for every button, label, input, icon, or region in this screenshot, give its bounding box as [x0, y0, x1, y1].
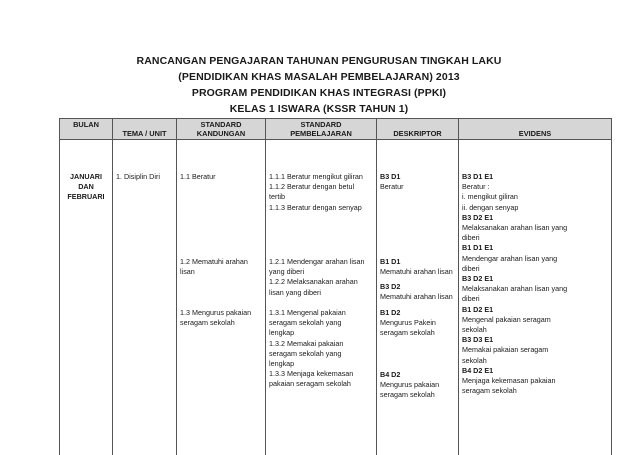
sk-item: [180, 172, 263, 182]
evidens-line: ii. dengan senyap: [462, 203, 609, 213]
evidens-line: B1 D1 E1: [462, 243, 609, 253]
sp-3-line-1: 1.3.1 Mengenal pakaian: [269, 308, 374, 318]
deskriptor-item: [380, 282, 456, 302]
bulan-line-3: FEBRUARI: [60, 192, 112, 202]
deskriptor-5-line-1: Mengurus pakaian: [380, 380, 456, 390]
evidens-line: Mengenal pakaian seragam: [462, 315, 609, 325]
evidens-line: Melaksanakan arahan lisan yang: [462, 284, 609, 294]
sp-2-line-4: lisan yang diberi: [269, 288, 374, 298]
sp-3-line-5: seragam sekolah yang: [269, 349, 374, 359]
evidens-line: i. mengikut giliran: [462, 192, 609, 202]
header-tema-unit: TEMA / UNIT: [113, 119, 177, 140]
evidens-line: B1 D2 E1: [462, 305, 609, 315]
evidens-line: seragam sekolah: [462, 386, 609, 396]
deskriptor-2-code: B1 D1: [380, 257, 456, 267]
deskriptor-item: [380, 370, 456, 401]
cell-bulan: [60, 140, 113, 455]
header-sk-line-2: KANDUNGAN: [179, 129, 263, 138]
deskriptor-3-code: B3 D2: [380, 282, 456, 292]
header-standard-pembelajaran: [266, 119, 377, 140]
deskriptor-3-text: Mematuhi arahan lisan: [380, 292, 456, 302]
deskriptor-4-line-2: seragam sekolah: [380, 328, 456, 338]
header-deskriptor: DESKRIPTOR: [377, 119, 459, 140]
header-sp-line-1: STANDARD: [268, 120, 374, 129]
header-sk-line-1: STANDARD: [179, 120, 263, 129]
sk-3-line-2: seragam sekolah: [180, 318, 263, 328]
evidens-line: B3 D2 E1: [462, 213, 609, 223]
cell-evidens: [459, 140, 612, 455]
sp-3-line-6: lengkap: [269, 359, 374, 369]
title-line-3: PROGRAM PENDIDIKAN KHAS INTEGRASI (PPKI): [0, 87, 638, 99]
cell-standard-kandungan: [177, 140, 266, 455]
sp-1-line-1: 1.1.1 Beratur mengikut giliran: [269, 172, 374, 182]
deskriptor-2-text: Mematuhi arahan lisan: [380, 267, 456, 277]
sp-2-line-3: 1.2.2 Melaksanakan arahan: [269, 277, 374, 287]
evidens-line: sekolah: [462, 356, 609, 366]
title-line-1: RANCANGAN PENGAJARAN TAHUNAN PENGURUSAN TINGKAH LAKU: [0, 55, 638, 67]
bulan-line-1: JANUARI: [60, 172, 112, 182]
evidens-line: Menjaga kekemasan pakaian: [462, 376, 609, 386]
deskriptor-4-code: B1 D2: [380, 308, 456, 318]
tema-text: 1. Disiplin Diri: [116, 172, 174, 182]
sk-3-line-1: 1.3 Mengurus pakaian: [180, 308, 263, 318]
deskriptor-4-line-1: Mengurus Pakein: [380, 318, 456, 328]
sk-2-line-1: 1.2 Mematuhi arahan: [180, 257, 263, 267]
table-header-row: [60, 119, 612, 140]
cell-tema: [113, 140, 177, 455]
evidens-line: Beratur :: [462, 182, 609, 192]
sp-1-line-4: 1.1.3 Beratur dengan senyap: [269, 203, 374, 213]
sk-item: [180, 257, 263, 277]
deskriptor-1-code: B3 D1: [380, 172, 456, 182]
sp-group: [269, 172, 374, 213]
sp-group: [269, 308, 374, 390]
evidens-line: B4 D2 E1: [462, 366, 609, 376]
deskriptor-1-text: Beratur: [380, 182, 456, 192]
deskriptor-item: [380, 257, 456, 277]
deskriptor-item: [380, 172, 456, 192]
deskriptor-item: [380, 308, 456, 339]
sp-group: [269, 257, 374, 298]
sp-2-line-1: 1.2.1 Mendengar arahan lisan: [269, 257, 374, 267]
title-line-4: KELAS 1 ISWARA (KSSR TAHUN 1): [0, 103, 638, 115]
header-standard-kandungan: [177, 119, 266, 140]
sp-3-line-7: 1.3.3 Menjaga kekemasan: [269, 369, 374, 379]
evidens-line: sekolah: [462, 325, 609, 335]
evidens-line: diberi: [462, 264, 609, 274]
sp-3-line-8: pakaian seragam sekolah: [269, 379, 374, 389]
header-bulan: BULAN: [60, 119, 113, 140]
evidens-list: [462, 172, 609, 396]
evidens-line: B3 D3 E1: [462, 335, 609, 345]
table-row: [60, 140, 612, 455]
evidens-line: Memakai pakaian seragam: [462, 345, 609, 355]
sp-3-line-4: 1.3.2 Memakai pakaian: [269, 339, 374, 349]
sp-3-line-3: lengkap: [269, 328, 374, 338]
evidens-line: diberi: [462, 294, 609, 304]
evidens-line: B3 D2 E1: [462, 274, 609, 284]
evidens-line: Melaksanakan arahan lisan yang: [462, 223, 609, 233]
header-evidens: EVIDENS: [459, 119, 612, 140]
sp-1-line-3: tertib: [269, 192, 374, 202]
evidens-line: diberi: [462, 233, 609, 243]
sk-1-line-1: 1.1 Beratur: [180, 172, 263, 182]
sk-2-line-2: lisan: [180, 267, 263, 277]
sp-3-line-2: seragam sekolah yang: [269, 318, 374, 328]
title-line-2: (PENDIDIKAN KHAS MASALAH PEMBELAJARAN) 2013: [0, 71, 638, 83]
lesson-plan-table: [59, 118, 612, 455]
sp-1-line-2: 1.1.2 Beratur dengan betul: [269, 182, 374, 192]
bulan-line-2: DAN: [60, 182, 112, 192]
cell-deskriptor: [377, 140, 459, 455]
header-sp-line-2: PEMBELAJARAN: [268, 129, 374, 138]
sk-item: [180, 308, 263, 328]
deskriptor-5-line-2: seragam sekolah: [380, 390, 456, 400]
evidens-line: B3 D1 E1: [462, 172, 609, 182]
cell-standard-pembelajaran: [266, 140, 377, 455]
deskriptor-5-code: B4 D2: [380, 370, 456, 380]
sp-2-line-2: yang diberi: [269, 267, 374, 277]
evidens-line: Mendengar arahan lisan yang: [462, 254, 609, 264]
